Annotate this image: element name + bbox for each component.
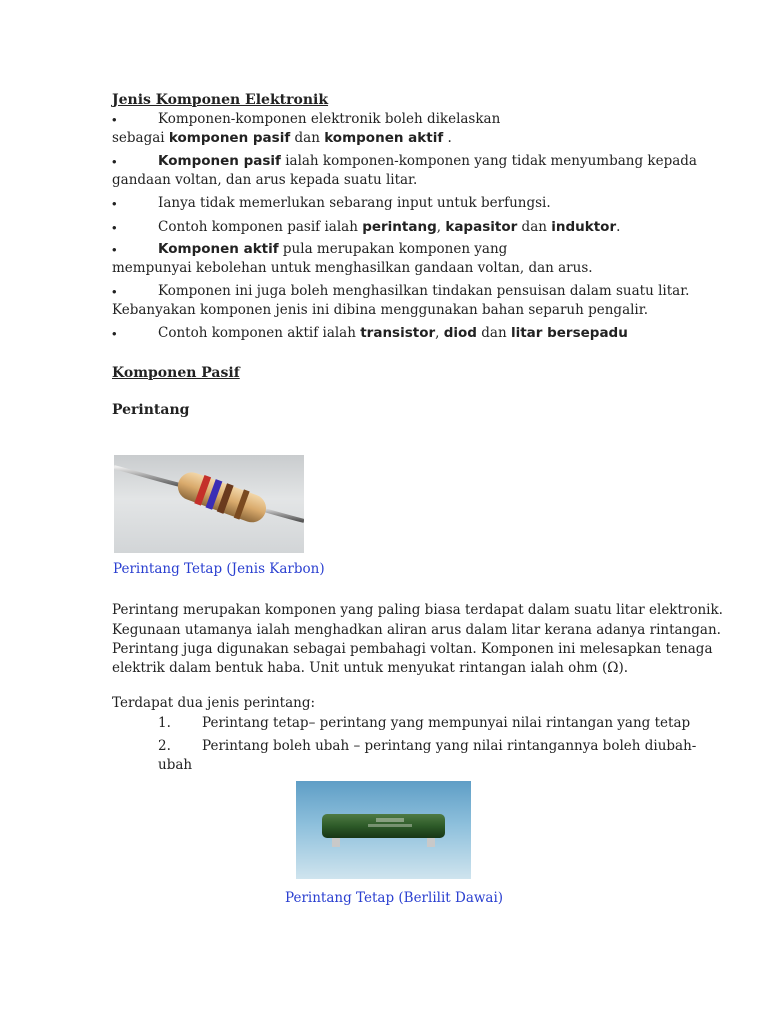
- bullet-4-text: Contoh komponen pasif ialah perintang, kapasitor dan induktor.: [158, 219, 621, 235]
- caption-carbon-resistor: Perintang Tetap (Jenis Karbon): [113, 561, 325, 577]
- bullet-5-line1: Komponen aktif pula merupakan komponen yang: [158, 241, 508, 257]
- bullet-marker: •: [112, 326, 117, 341]
- bullet-3-text: Ianya tidak memerlukan sebarang input untuk berfungsi.: [158, 195, 551, 211]
- bullet-6-line2: Kebanyakan komponen jenis ini dibina menggunakan bahan separuh pengalir.: [112, 302, 649, 318]
- wirewound-resistor-icon: [296, 781, 471, 879]
- bullet-1-line2: sebagai komponen pasif dan komponen aktif .: [112, 130, 452, 146]
- list-item: Perintang boleh ubah – perintang yang nilai rintangannya boleh diubah-: [202, 738, 697, 754]
- wirewound-resistor-image: [296, 781, 471, 879]
- list-number: 2.: [158, 738, 171, 754]
- bullet-5-line2: mempunyai kebolehan untuk menghasilkan gandaan voltan, dan arus.: [112, 260, 593, 276]
- bullet-marker: •: [112, 154, 117, 169]
- bullet-2-line2: gandaan voltan, dan arus kepada suatu litar.: [112, 172, 418, 188]
- paragraph-line: elektrik dalam bentuk haba. Unit untuk menyukat rintangan ialah ohm (Ω).: [112, 660, 629, 676]
- section-heading: Komponen Pasif: [112, 365, 240, 381]
- types-intro: Terdapat dua jenis perintang:: [112, 695, 316, 711]
- paragraph-line: Perintang merupakan komponen yang paling biasa terdapat dalam suatu litar elektronik.: [112, 602, 723, 618]
- list-number: 1.: [158, 715, 171, 731]
- paragraph-line: Kegunaan utamanya ialah menghadkan aliran arus dalam litar kerana adanya rintangan.: [112, 622, 721, 638]
- carbon-resistor-image: [114, 455, 304, 553]
- caption-wirewound-resistor: Perintang Tetap (Berlilit Dawai): [285, 890, 504, 906]
- bullet-marker: •: [112, 284, 117, 299]
- bullet-marker: •: [112, 242, 117, 257]
- bullet-marker: •: [112, 112, 117, 127]
- bullet-1-line1: Komponen-komponen elektronik boleh dikelaskan: [158, 111, 501, 127]
- sub-heading: Perintang: [112, 402, 190, 418]
- bullet-6-line1: Komponen ini juga boleh menghasilkan tindakan pensuisan dalam suatu litar.: [158, 283, 690, 299]
- bullet-marker: •: [112, 196, 117, 211]
- bullet-2-line1: Komponen pasif ialah komponen-komponen yang tidak menyumbang kepada: [158, 153, 697, 169]
- bullet-7-text: Contoh komponen aktif ialah transistor, diod dan litar bersepadu: [158, 325, 628, 341]
- list-item-continuation: ubah: [158, 757, 193, 773]
- carbon-resistor-icon: [114, 455, 304, 553]
- list-item: Perintang tetap– perintang yang mempunyai nilai rintangan yang tetap: [202, 715, 691, 731]
- bullet-marker: •: [112, 220, 117, 235]
- page-title: Jenis Komponen Elektronik: [112, 92, 329, 108]
- paragraph-line: Perintang juga digunakan sebagai pembahagi voltan. Komponen ini melesapkan tenaga: [112, 641, 713, 657]
